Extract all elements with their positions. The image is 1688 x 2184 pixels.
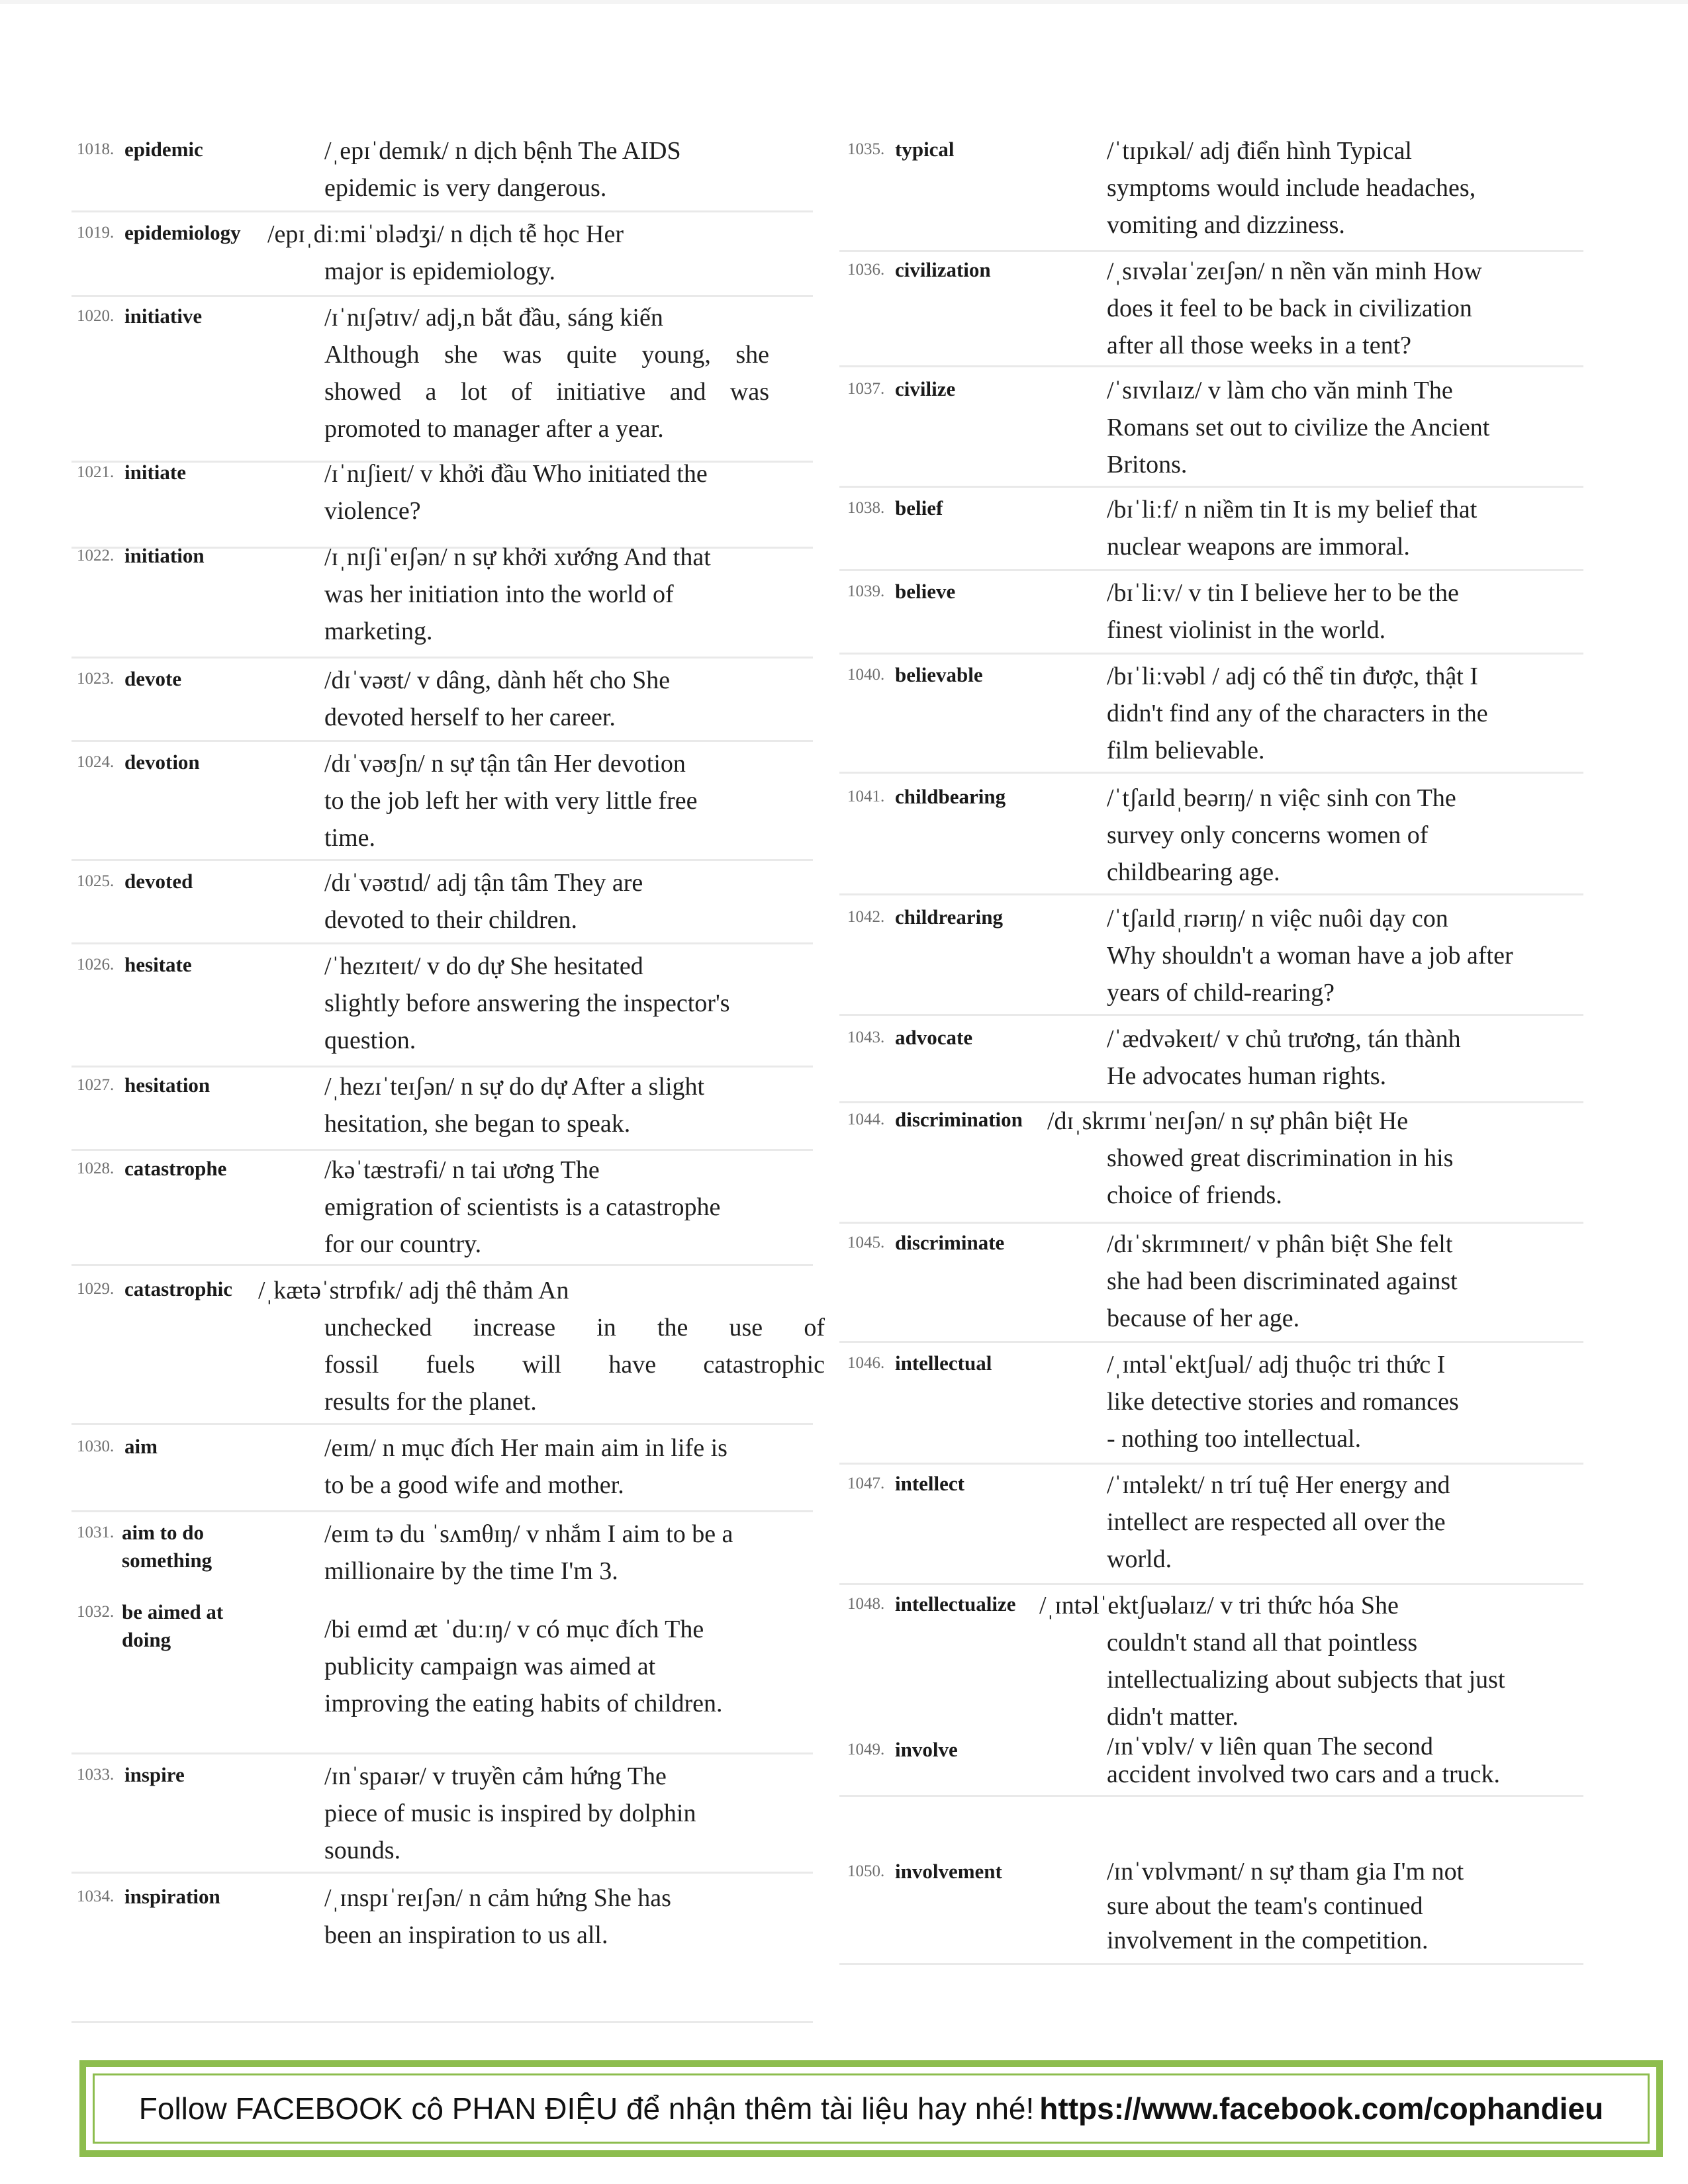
- entry-word: devote: [124, 667, 182, 690]
- entry-number: 1042.: [847, 908, 885, 926]
- definition-line: /ˈtʃaɪldˌrɪərɪŋ/ n việc nuôi dạy con: [1107, 905, 1448, 933]
- row-divider: [839, 1014, 1583, 1016]
- definition-line: choice of friends.: [1107, 1181, 1282, 1209]
- definition-line: she had been discriminated against: [1107, 1267, 1458, 1295]
- definition-line: /ɪˌnɪʃiˈeɪʃən/ n sự khởi xướng And that: [324, 543, 711, 571]
- definition-line: vomiting and dizziness.: [1107, 211, 1345, 239]
- definition-line: piece of music is inspired by dolphin: [324, 1799, 696, 1827]
- definition-line: nuclear weapons are immoral.: [1107, 533, 1410, 561]
- row-divider: [839, 772, 1583, 774]
- definition-line: /ɪnˈvɒlvmənt/ n sự tham gia I'm not: [1107, 1858, 1464, 1886]
- row-divider: [839, 1463, 1583, 1465]
- definition-line: /bɪˈliːv/ v tin I believe her to be the: [1107, 579, 1459, 607]
- entry-number: 1021.: [77, 463, 115, 481]
- entry-definition: [1107, 1733, 1583, 1788]
- definition-line: /bɪˈliːvəbl / adj có thể tin được, thật I: [1107, 662, 1478, 690]
- definition-line: question.: [324, 1026, 416, 1054]
- row-divider: [839, 569, 1583, 571]
- entry-number: 1041.: [847, 788, 885, 805]
- entry-definition: [1107, 900, 1583, 1011]
- entry-word: hesitate: [124, 953, 192, 976]
- definition-line: showed a lot of initiative and was: [324, 378, 769, 406]
- definition-line: finest violinist in the world.: [1107, 616, 1386, 644]
- definition-line: /ˈtʃaɪldˌbeərɪŋ/ n việc sinh con The: [1107, 784, 1456, 812]
- entry-number: 1024.: [77, 753, 115, 771]
- entry-word: typical: [895, 138, 955, 161]
- definition-line: didn't matter.: [1107, 1703, 1239, 1731]
- entry-definition: [1107, 658, 1583, 769]
- entry-word: hesitation: [124, 1073, 211, 1097]
- definition-line: /bi eɪmd æt ˈduːɪŋ/ v có mục đích The: [324, 1615, 704, 1643]
- definition-line: survey only concerns women of: [1107, 821, 1429, 849]
- entry-word: epidemic: [124, 138, 203, 161]
- entry-word: civilization: [895, 258, 991, 281]
- entry-word: aim to do something: [122, 1521, 212, 1572]
- entry-word: involvement: [895, 1860, 1002, 1883]
- definition-line: devoted herself to her career.: [324, 704, 616, 731]
- definition-line: symptoms would include headaches,: [1107, 174, 1476, 202]
- footer-banner: [79, 2060, 1663, 2157]
- entry-number: 1030.: [77, 1437, 115, 1455]
- definition-line: /ˌɪntəlˈektʃuəl/ adj thuộc tri thức I: [1107, 1351, 1446, 1379]
- footer-banner-inner: [93, 2073, 1650, 2144]
- definition-line: Although she was quite young, she: [324, 341, 769, 369]
- entry-number: 1044.: [847, 1111, 885, 1128]
- definition-line: /ˈhezɪteɪt/ v do dự She hesitated: [324, 952, 643, 980]
- row-divider: [839, 486, 1583, 488]
- footer-text: Follow FACEBOOK cô PHAN ĐIỆU để nhận thêm tài liệu hay nhé!: [138, 2091, 1035, 2126]
- entry-word: believable: [895, 663, 983, 686]
- entry-word: involve: [895, 1738, 958, 1761]
- entry-word: belief: [895, 496, 943, 520]
- definition-line: /ˌhezɪˈteɪʃən/ n sự do dự After a slight: [324, 1073, 705, 1101]
- entry-definition: [1107, 372, 1583, 483]
- entry-number: 1026.: [77, 956, 115, 974]
- row-divider: [839, 1963, 1583, 1965]
- entry-number: 1033.: [77, 1766, 115, 1784]
- entry-number: 1022.: [77, 547, 115, 565]
- entry-definition: [1107, 1346, 1583, 1457]
- row-divider: [839, 893, 1583, 895]
- definition-line: results for the planet.: [324, 1388, 537, 1416]
- definition-line: /ˌepɪˈdemɪk/ n dịch bệnh The AIDS: [324, 137, 681, 165]
- entry-number: 1037.: [847, 380, 885, 398]
- definition-line: /ˈɪntəlekt/ n trí tuệ Her energy and: [1107, 1471, 1450, 1499]
- definition-line: - nothing too intellectual.: [1107, 1425, 1362, 1453]
- definition-line: /eɪm/ n mục đích Her main aim in life is: [324, 1434, 727, 1462]
- entry-number: 1020.: [77, 307, 115, 325]
- entry-word: epidemiology: [124, 221, 241, 244]
- definition-line: promoted to manager after a year.: [324, 415, 664, 443]
- entry-number: 1046.: [847, 1354, 885, 1372]
- definition-line: film believable.: [1107, 737, 1265, 764]
- entry-word: aim: [124, 1435, 158, 1458]
- row-divider: [839, 1341, 1583, 1343]
- definition-line: major is epidemiology.: [324, 257, 555, 285]
- entry-number: 1043.: [847, 1028, 885, 1046]
- definition-line: Romans set out to civilize the Ancient: [1107, 414, 1490, 441]
- definition-line: for our country.: [324, 1230, 482, 1258]
- entry-definition: [1107, 574, 1583, 649]
- definition-line: marketing.: [324, 617, 433, 645]
- definition-line: millionaire by the time I'm 3.: [324, 1557, 618, 1585]
- entry-number: 1034.: [77, 1888, 115, 1905]
- entry-number: 1040.: [847, 666, 885, 684]
- definition-line: sure about the team's continued: [1107, 1892, 1423, 1920]
- definition-line: to be a good wife and mother.: [324, 1471, 624, 1499]
- entry-definition: [1047, 1103, 1597, 1214]
- entry-definition: [1107, 132, 1583, 244]
- entry-word: intellectual: [895, 1351, 992, 1375]
- definition-line: violence?: [324, 497, 421, 525]
- entry-number: 1036.: [847, 261, 885, 279]
- entry-definition: [1107, 1467, 1583, 1578]
- entry-number: 1025.: [77, 872, 115, 890]
- entry-word: catastrophic: [124, 1277, 233, 1300]
- entry-word: inspiration: [124, 1885, 220, 1908]
- entry-word: devotion: [124, 751, 200, 774]
- row-divider: [839, 1795, 1583, 1797]
- entry-number: 1027.: [77, 1076, 115, 1094]
- definition-line: time.: [324, 824, 376, 852]
- definition-line: /ˈtɪpɪkəl/ adj điển hình Typical: [1107, 137, 1412, 165]
- definition-line: like detective stories and romances: [1107, 1388, 1459, 1416]
- entry-word: childrearing: [895, 905, 1004, 929]
- entry-number: 1045.: [847, 1234, 885, 1251]
- definition-line: /ˈsɪvɪlaɪz/ v làm cho văn minh The: [1107, 377, 1453, 404]
- definition-line: involvement in the competition.: [1107, 1927, 1429, 1954]
- entry-word: catastrophe: [124, 1157, 227, 1180]
- definition-line: /ɪnˈspaɪər/ v truyền cảm hứng The: [324, 1762, 667, 1790]
- entry-number: 1049.: [847, 1741, 885, 1758]
- entry-word: devoted: [124, 870, 193, 893]
- entry-number: 1028.: [77, 1160, 115, 1177]
- entry-word: initiation: [124, 544, 205, 567]
- entry-number: 1048.: [847, 1595, 885, 1613]
- entry-number: 1035.: [847, 140, 885, 158]
- definition-line: couldn't stand all that pointless: [1107, 1629, 1418, 1657]
- definition-line: /ɪnˈvɒlv/ v liên quan The second: [1107, 1733, 1434, 1760]
- definition-line: /ˌɪnspɪˈreɪʃən/ n cảm hứng She has: [324, 1884, 671, 1912]
- definition-line: showed great discrimination in his: [1107, 1144, 1454, 1172]
- entry-number: 1039.: [847, 582, 885, 600]
- entry-word: discriminate: [895, 1231, 1005, 1254]
- definition-line: He advocates human rights.: [1107, 1062, 1387, 1090]
- entry-number: 1023.: [77, 670, 115, 688]
- definition-line: /dɪˈvəʊt/ v dâng, dành hết cho She: [324, 666, 671, 694]
- entry-number: 1047.: [847, 1475, 885, 1492]
- definition-line: /dɪˈvəʊʃn/ n sự tận tân Her devotion: [324, 750, 686, 778]
- entry-definition: [1107, 253, 1583, 364]
- entry-word: advocate: [895, 1026, 973, 1049]
- definition-line: /ɪˈnɪʃətɪv/ adj,n bắt đầu, sáng kiến: [324, 304, 663, 332]
- definition-line: unchecked increase in the use of: [324, 1314, 825, 1342]
- definition-line: was her initiation into the world of: [324, 580, 674, 608]
- entry-word: be aimed at doing: [122, 1600, 224, 1651]
- entry-number: 1019.: [77, 224, 115, 242]
- definition-line: accident involved two cars and a truck.: [1107, 1760, 1501, 1788]
- entry-word: civilize: [895, 377, 956, 400]
- definition-line: /dɪˈskrɪmɪneɪt/ v phân biệt She felt: [1107, 1230, 1453, 1258]
- entry-word: intellectualize: [895, 1592, 1016, 1615]
- entry-number: 1038.: [847, 499, 885, 517]
- definition-line: sounds.: [324, 1837, 401, 1864]
- definition-line: /kəˈtæstrəfi/ n tai ương The: [324, 1156, 600, 1184]
- row-divider: [839, 250, 1583, 252]
- definition-line: hesitation, she began to speak.: [324, 1110, 631, 1138]
- definition-line: improving the eating habits of children.: [324, 1690, 723, 1717]
- row-divider: [839, 1222, 1583, 1224]
- entry-number: 1050.: [847, 1862, 885, 1880]
- entry-word: initiative: [124, 304, 203, 328]
- entry-word: childbearing: [895, 785, 1006, 808]
- definition-line: /ɪˈnɪʃieɪt/ v khởi đầu Who initiated the: [324, 460, 708, 488]
- definition-line: world.: [1107, 1545, 1172, 1573]
- definition-line: Britons.: [1107, 451, 1188, 478]
- definition-line: emigration of scientists is a catastrophe: [324, 1193, 721, 1221]
- entry-definition: [1107, 491, 1583, 565]
- entry-definition: [1107, 1021, 1583, 1095]
- entry-word: intellect: [895, 1472, 965, 1495]
- definition-line: years of child-rearing?: [1107, 979, 1335, 1007]
- row-divider: [839, 365, 1583, 367]
- definition-line: /ˈædvəkeɪt/ v chủ trương, tán thành: [1107, 1025, 1461, 1053]
- entry-word: discrimination: [895, 1108, 1023, 1131]
- definition-line: devoted to their children.: [324, 906, 577, 934]
- definition-line: /ˌkætəˈstrɒfɪk/ adj thê thảm An: [258, 1277, 569, 1304]
- definition-line: because of her age.: [1107, 1304, 1300, 1332]
- definition-line: /bɪˈliːf/ n niềm tin It is my belief that: [1107, 496, 1477, 523]
- definition-line: /dɪˈvəʊtɪd/ adj tận tâm They are: [324, 869, 643, 897]
- definition-line: Why shouldn't a woman have a job after: [1107, 942, 1513, 970]
- entry-definition: [1107, 1854, 1583, 1958]
- row-divider: [839, 653, 1583, 655]
- definition-line: /eɪm tə du ˈsʌmθɪŋ/ v nhắm I aim to be a: [324, 1520, 733, 1548]
- entry-definition: [1107, 1226, 1583, 1337]
- definition-line: /epɪˌdiːmiˈɒlədʒi/ n dịch tễ học Her: [267, 220, 624, 248]
- entry-word: believe: [895, 580, 956, 603]
- entry-word: initiate: [124, 461, 186, 484]
- definition-line: /ˌsɪvəlaɪˈzeɪʃən/ n nền văn minh How: [1107, 257, 1482, 285]
- entry-number: 1032.: [77, 1603, 115, 1621]
- definition-line: does it feel to be back in civilization: [1107, 295, 1472, 322]
- definition-line: slightly before answering the inspector's: [324, 989, 730, 1017]
- definition-line: publicity campaign was aimed at: [324, 1653, 656, 1680]
- entry-number: 1031.: [77, 1524, 115, 1541]
- entry-word: inspire: [124, 1763, 185, 1786]
- definition-line: been an inspiration to us all.: [324, 1921, 608, 1949]
- definition-line: childbearing age.: [1107, 858, 1280, 886]
- definition-line: epidemic is very dangerous.: [324, 174, 607, 202]
- entry-number: 1018.: [77, 140, 115, 158]
- entry-number: 1029.: [77, 1280, 115, 1298]
- definition-line: intellectualizing about subjects that just: [1107, 1666, 1505, 1694]
- definition-line: fossil fuels will have catastrophic: [324, 1351, 825, 1379]
- definition-line: intellect are respected all over the: [1107, 1508, 1446, 1536]
- definition-line: /dɪˌskrɪmɪˈneɪʃən/ n sự phân biệt He: [1047, 1107, 1409, 1135]
- entry-definition: [1039, 1587, 1589, 1735]
- definition-line: /ˌɪntəlˈektʃuəlaɪz/ v tri thức hóa She: [1039, 1592, 1399, 1619]
- row-divider: [839, 1583, 1583, 1585]
- definition-line: didn't find any of the characters in the: [1107, 700, 1488, 727]
- definition-line: after all those weeks in a tent?: [1107, 332, 1412, 359]
- entry-definition: [1107, 780, 1583, 891]
- facebook-link[interactable]: https://www.facebook.com/cophandieu: [1039, 2091, 1604, 2126]
- definition-line: to the job left her with very little free: [324, 787, 698, 815]
